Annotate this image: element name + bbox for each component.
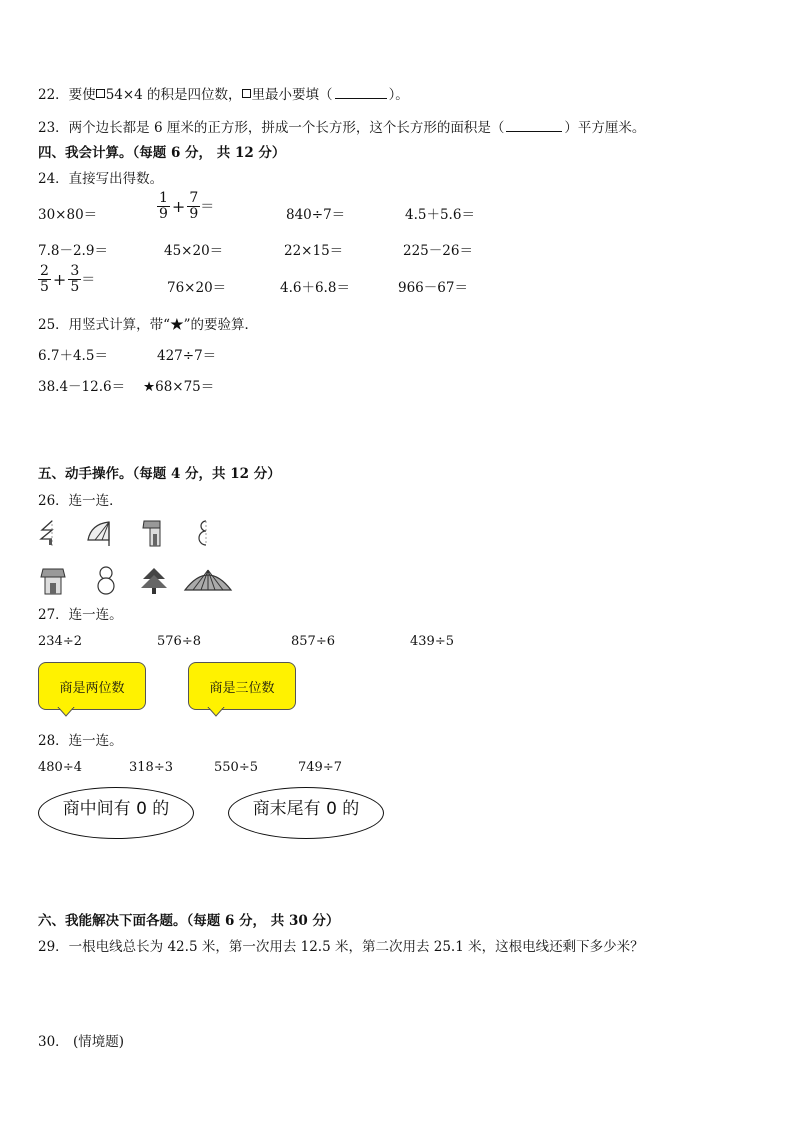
question-23 — [38, 116, 645, 136]
calc-item: 45×20＝ — [164, 243, 224, 259]
calc-item: 4.6＋6.8＝ — [280, 280, 350, 296]
division-item[interactable]: 749÷7 — [298, 760, 342, 775]
division-item[interactable]: 576÷8 — [157, 634, 201, 649]
plus-sign: + — [171, 196, 186, 216]
calc-item: 7.8－2.9＝ — [38, 243, 108, 259]
q23-suffix: ）平方厘米。 — [564, 120, 646, 136]
q23-prefix: 23．两个边长都是 6 厘米的正方形，拼成一个长方形，这个长方形的面积是（ — [38, 120, 505, 136]
question-27-title: 27．连一连。 — [38, 607, 123, 623]
calc-item: 22×15＝ — [284, 243, 344, 259]
question-28-title: 28．连一连。 — [38, 733, 123, 749]
calc-item: 76×20＝ — [167, 280, 227, 296]
calc-item: 840÷7＝ — [286, 207, 346, 223]
fraction: $\frac{2}{5}$ — [40, 263, 49, 295]
umbrella-icon[interactable] — [183, 566, 233, 596]
bubble-tail-icon — [56, 707, 76, 717]
fraction: $\frac{3}{5}$ — [70, 263, 80, 295]
calc-item: 966－67＝ — [398, 280, 468, 296]
division-item[interactable]: 234÷2 — [38, 634, 82, 649]
snowman-icon[interactable] — [95, 564, 117, 596]
question-29: 29．一根电线总长为 42.5 米，第一次用去 12.5 米，第二次用去 25.1 米，这根电线还剩下多少米？ — [38, 939, 644, 955]
question-30: 30． (情境题) — [38, 1034, 125, 1050]
placeholder-box-icon — [242, 89, 251, 98]
bubble-three-digit-quotient[interactable] — [188, 662, 296, 710]
division-item[interactable]: 550÷5 — [214, 760, 258, 775]
half-tree-icon[interactable] — [38, 518, 60, 548]
question-22 — [38, 83, 409, 103]
bubble-two-digit-quotient[interactable] — [38, 662, 146, 710]
division-item[interactable]: 439÷5 — [410, 634, 454, 649]
equals-sign: ＝ — [200, 199, 215, 216]
division-item[interactable]: 480÷4 — [38, 760, 82, 775]
calc-item: 225－26＝ — [403, 243, 473, 259]
fraction-expression — [38, 264, 95, 294]
division-item[interactable]: 318÷3 — [129, 760, 173, 775]
question-25-title: 25．用竖式计算，带“★”的要验算． — [38, 317, 258, 333]
bubble-label: 商是两位数 — [59, 680, 125, 696]
calc-item: 4.5＋5.6＝ — [405, 207, 475, 223]
plus-sign: + — [52, 269, 67, 289]
bubble-tail-icon — [206, 707, 226, 717]
section-5-title: 五、动手操作。（每题 4 分，共 12 分） — [38, 466, 281, 482]
equals-sign: ＝ — [81, 272, 96, 289]
question-26-title: 26．连一连． — [38, 493, 123, 509]
ellipse-zero-at-end[interactable] — [228, 787, 384, 839]
half-house-icon[interactable] — [140, 518, 166, 548]
tree-icon[interactable] — [139, 566, 169, 596]
q22-middle2: 里最小要填（ — [251, 87, 333, 103]
house-icon[interactable] — [38, 566, 68, 596]
placeholder-box-icon — [96, 89, 105, 98]
calc-item: 38.4－12.6＝ — [38, 379, 126, 395]
calc-item: 30×80＝ — [38, 207, 98, 223]
ellipse-label: 商末尾有 0 的 — [252, 799, 360, 819]
question-24-title: 24．直接写出得数。 — [38, 171, 164, 187]
fraction-expression — [157, 191, 214, 221]
half-umbrella-icon[interactable] — [85, 518, 115, 548]
ellipse-label: 商中间有 0 的 — [62, 799, 170, 819]
section-6-title: 六、我能解决下面各题。（每题 6 分， 共 30 分） — [38, 913, 340, 929]
q22-middle: 54×4 的积是四位数， — [105, 87, 242, 103]
calc-item: ★68×75＝ — [143, 379, 215, 395]
fraction: $\frac{1}{9}$ — [159, 190, 168, 222]
section-4-title: 四、我会计算。（每题 6 分， 共 12 分） — [38, 145, 286, 161]
calc-item: 6.7＋4.5＝ — [38, 348, 108, 364]
bubble-label: 商是三位数 — [209, 680, 275, 696]
ellipse-zero-in-middle[interactable] — [38, 787, 194, 839]
division-item[interactable]: 857÷6 — [291, 634, 335, 649]
q22-suffix: ）。 — [388, 87, 409, 103]
answer-blank[interactable] — [335, 86, 387, 99]
calc-item: 427÷7＝ — [157, 348, 217, 364]
q22-prefix: 22．要使 — [38, 87, 96, 103]
half-snowman-icon[interactable] — [194, 518, 210, 548]
fraction: $\frac{7}{9}$ — [189, 190, 199, 222]
answer-blank[interactable] — [506, 119, 562, 132]
